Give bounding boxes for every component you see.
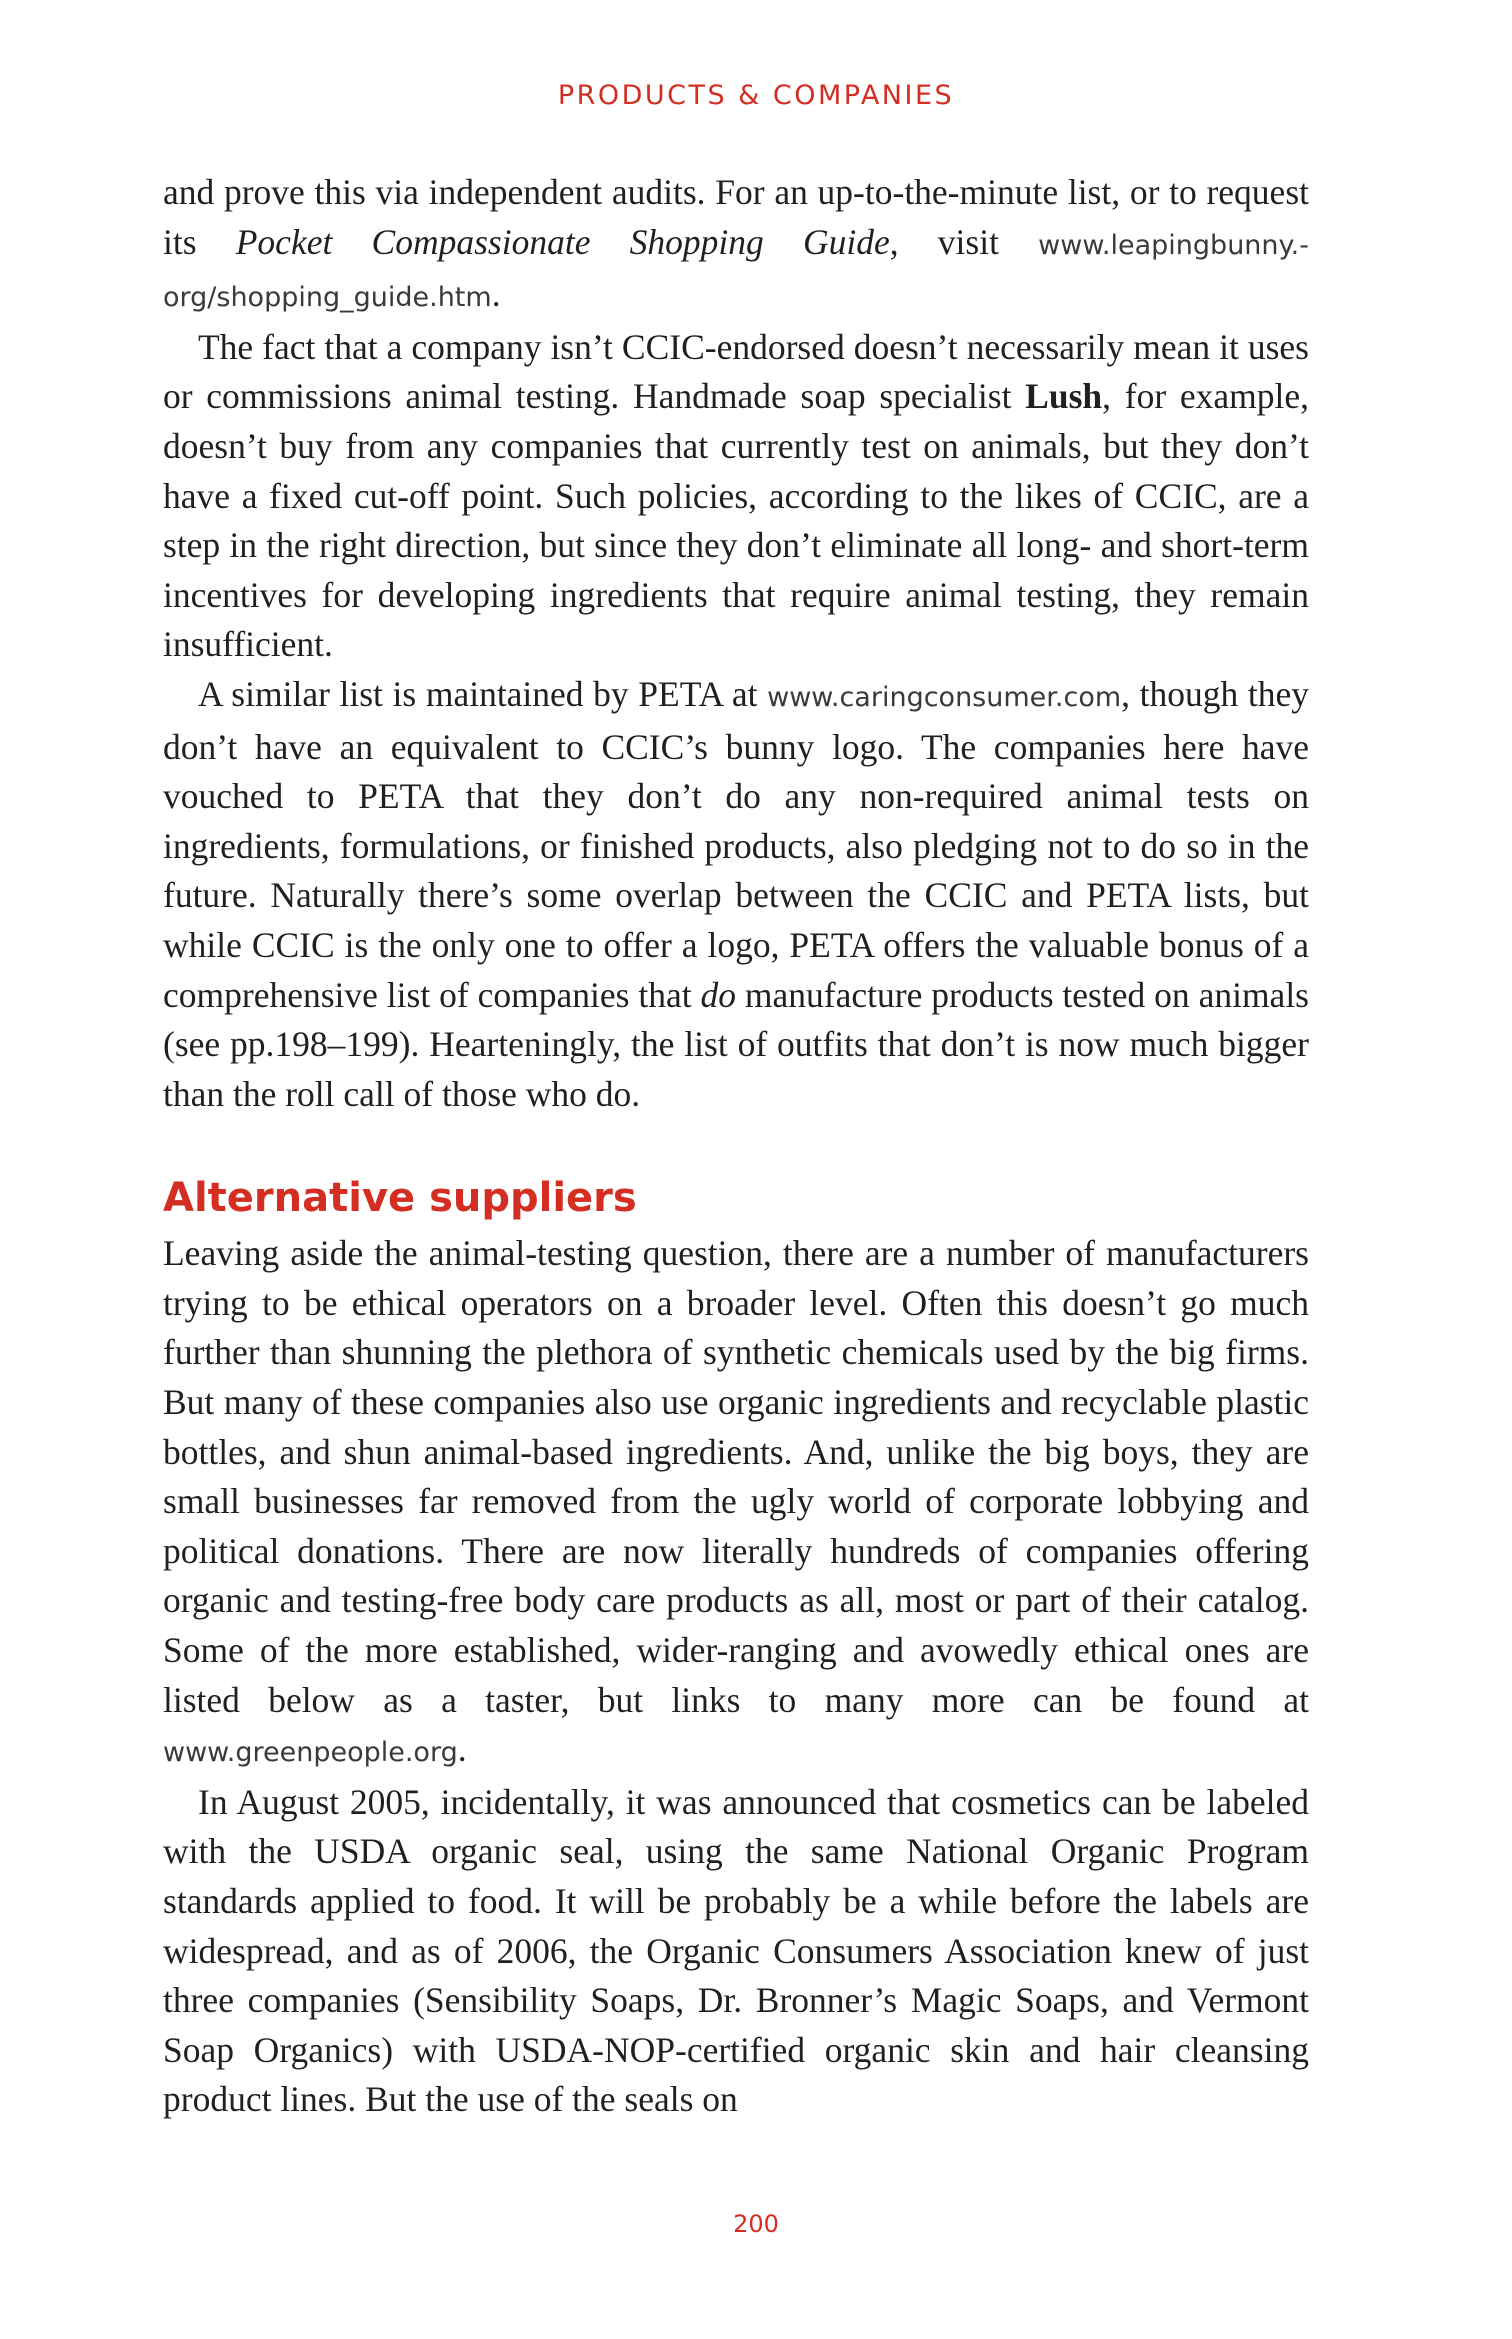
paragraph-text: and prove this via independent audits. For an up-to-the-minute list, or to request its [163, 172, 1309, 262]
paragraph-text: In August 2005, incidentally, it was announced that cosmetics can be labeled with the USDA organic seal, using the same National Organic Program standards applied to food. It will be probably be a while before the labels are widespread, and as of 2006, the Organic Consumers Association knew of just three companies (Sensibility Soaps, Dr. Bronner’s Magic Soaps, and Vermont Soap Organics) with USDA-NOP-certified organic skin and hair cleansing product lines. But the use of the seals on [163, 1781, 1309, 2120]
paragraph-text: , visit [889, 221, 1039, 262]
emphasized-word: do [700, 974, 737, 1015]
page-content [163, 168, 1309, 2125]
body-paragraph [163, 168, 1309, 323]
web-address: www.caringconsumer.com [767, 681, 1122, 713]
paragraph-text: , though they don’t have an equivalent to CCIC’s bunny logo. The companies here have vouched to PETA that they don’t do any non-required animal tests on ingredients, formulations, or finished products, also pledging not to do so in the future. Naturally there’s some overlap between the CCIC and PETA lists, but while CCIC is the only one to offer a logo, PETA offers the valuable bonus of a comprehensive list of companies that [163, 673, 1310, 1015]
paragraph-text: manufacture products tested on animals (see pp.198–199). Hearteningly, the list of outfits that don’t is now much bigger than the roll call of those who do. [163, 974, 1309, 1114]
page-number: 200 [733, 2210, 779, 2238]
running-head: PRODUCTS & COMPANIES [557, 80, 955, 111]
body-paragraph [163, 323, 1309, 670]
body-paragraph [163, 1778, 1309, 2125]
paragraph-text: The fact that a company isn’t CCIC-endorsed doesn’t necessarily mean it uses or commissions animal testing. Handmade soap specialist [163, 326, 1309, 417]
paragraph-text: Leaving aside the animal-testing question, there are a number of manufacturers trying to be ethical operators on a broader level. Often this doesn’t go much further than shunning the plethora of synthetic chemicals used by the big firms. But many of these companies also use organic ingredients and recyclable plastic bottles, and shun animal-based ingredients. And, unlike the big boys, they are small businesses far removed from the ugly world of corporate lobbying and political donations. There are now literally hundreds of companies offering organic and testing-free body care products as all, most or part of their catalog. Some of the more established, wider-ranging and avowedly ethical ones are listed below as a taster, but links to many more can be found at [163, 1233, 1309, 1720]
body-paragraph [163, 670, 1309, 1119]
company-name: Lush [1025, 376, 1103, 417]
book-title: Pocket Compassionate Shopping Guide [235, 221, 890, 262]
paragraph-text: . [491, 274, 501, 315]
web-address: www.greenpeople.org [163, 1737, 458, 1769]
web-address: www.leapingbunny.org/shopping_guide.htm [163, 229, 1309, 314]
paragraph-text: A similar list is maintained by PETA at [198, 673, 768, 714]
paragraph-text: , for example, doesn’t buy from any companies that currently test on animals, but they don’t have a fixed cut-off point. Such policies, according to the likes of CCIC, are a step in the right direction, but since they don’t eliminate all long- and short-term incentives for developing ingredients that require animal testing, they remain insufficient. [163, 376, 1310, 665]
section-heading: Alternative suppliers [163, 1175, 637, 1222]
body-paragraph [163, 1229, 1309, 1778]
paragraph-text: . [457, 1729, 467, 1770]
